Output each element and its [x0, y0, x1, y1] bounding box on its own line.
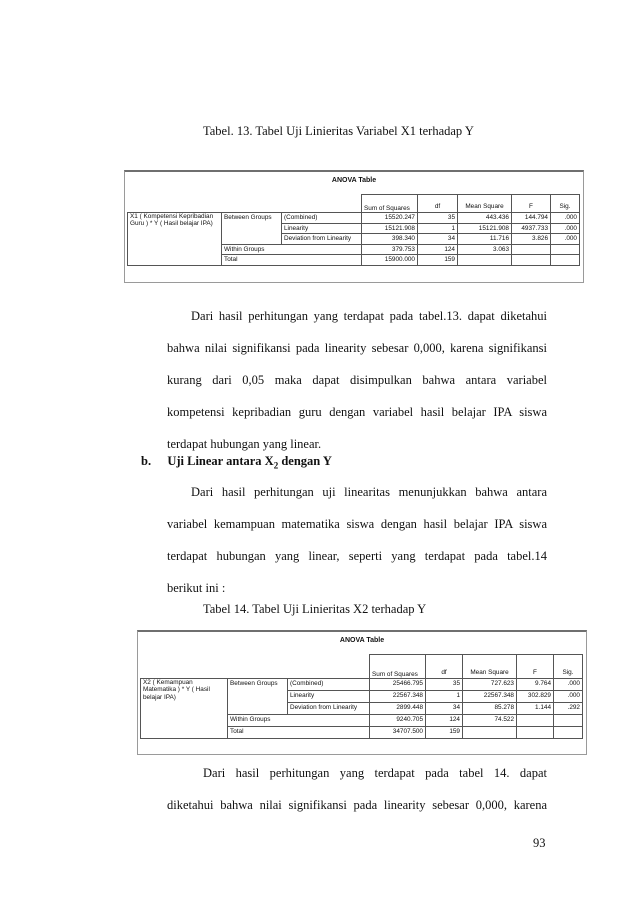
- cell-sig: .292: [554, 703, 583, 715]
- cell-df: 34: [426, 703, 463, 715]
- anova-table-14: [137, 630, 587, 755]
- cell-f: 3.826: [512, 234, 551, 245]
- cell-ss: 15121.908: [362, 223, 418, 234]
- header-f: F: [512, 195, 551, 213]
- paragraph-line: diketahui bahwa nilai signifikansi pada linearity sebesar 0,000, karena: [167, 798, 547, 812]
- cell-sig: .000: [554, 691, 583, 703]
- header-mean-square: Mean Square: [458, 195, 512, 213]
- row-label: X1 ( Kompetensi Kepribadian Guru ) * Y ( Hasil belajar IPA): [128, 213, 222, 266]
- cell-df: 124: [418, 244, 458, 255]
- cell-ss: 9240.705: [370, 715, 426, 727]
- paragraph-line: kompetensi kepribadian guru dengan variabel hasil belajar IPA siswa: [167, 405, 547, 419]
- cell-f: [517, 727, 554, 739]
- sub-label: (Combined): [282, 213, 362, 224]
- cell-df: 34: [418, 234, 458, 245]
- cell-f: [512, 244, 551, 255]
- group-total: Total: [228, 727, 370, 739]
- paragraph-line: Dari hasil perhitungan yang terdapat pada tabel 14. dapat: [203, 766, 547, 780]
- paragraph-line: berikut ini :: [167, 581, 226, 595]
- cell-f: 302.829: [517, 691, 554, 703]
- paragraph-1: [167, 300, 547, 460]
- cell-ms: [463, 727, 517, 739]
- cell-ss: 25466.795: [370, 679, 426, 691]
- cell-sig: [551, 255, 580, 266]
- paragraph-line: Dari hasil perhitungan uji linearitas menunjukkan bahwa antara: [191, 485, 547, 499]
- sub-label: Deviation from Linearity: [288, 703, 370, 715]
- header-df: df: [426, 655, 463, 679]
- cell-ss: 2899.448: [370, 703, 426, 715]
- cell-f: 144.794: [512, 213, 551, 224]
- sub-label: Deviation from Linearity: [282, 234, 362, 245]
- cell-df: 159: [426, 727, 463, 739]
- paragraph-line: terdapat hubungan yang linear, seperti yang terdapat pada tabel.14: [167, 549, 547, 563]
- heading-text: Uji Linear antara X: [167, 454, 274, 468]
- anova-table-title: ANOVA Table: [339, 637, 385, 644]
- cell-df: 1: [426, 691, 463, 703]
- page-number: 93: [533, 836, 546, 850]
- cell-ss: 15520.247: [362, 213, 418, 224]
- sub-label: Linearity: [288, 691, 370, 703]
- cell-df: 35: [418, 213, 458, 224]
- group-total: Total: [222, 255, 362, 266]
- cell-ms: 15121.908: [458, 223, 512, 234]
- group-between: Between Groups: [228, 679, 288, 715]
- cell-sig: .000: [551, 213, 580, 224]
- cell-sig: [554, 715, 583, 727]
- cell-f: [517, 715, 554, 727]
- cell-ss: 398.340: [362, 234, 418, 245]
- cell-df: 1: [418, 223, 458, 234]
- paragraph-line: Dari hasil perhitungan yang terdapat pada tabel.13. dapat diketahui: [191, 309, 547, 323]
- paragraph-line: kurang dari 0,05 maka dapat disimpulkan bahwa antara variabel: [167, 373, 547, 387]
- header-sum-of-squares: Sum of Squares: [362, 195, 418, 213]
- header-sig: Sig.: [554, 655, 583, 679]
- paragraph-2: [167, 476, 547, 604]
- group-within: Within Groups: [228, 715, 370, 727]
- anova-table-title: ANOVA Table: [331, 177, 377, 184]
- cell-df: 159: [418, 255, 458, 266]
- cell-ms: 22567.348: [463, 691, 517, 703]
- group-between: Between Groups: [222, 213, 282, 245]
- cell-ms: [458, 255, 512, 266]
- table-14-caption: Tabel 14. Tabel Uji Linieritas X2 terhadap Y: [203, 602, 427, 616]
- cell-ms: 74.522: [463, 715, 517, 727]
- cell-sig: .000: [551, 223, 580, 234]
- section-heading-b: [141, 454, 332, 471]
- header-mean-square: Mean Square: [463, 655, 517, 679]
- cell-f: 9.764: [517, 679, 554, 691]
- header-df: df: [418, 195, 458, 213]
- header-sig: Sig.: [551, 195, 580, 213]
- heading-subscript: 2: [273, 460, 279, 471]
- cell-sig: .000: [551, 234, 580, 245]
- cell-f: 1.144: [517, 703, 554, 715]
- cell-f: [512, 255, 551, 266]
- table-13-caption: Tabel. 13. Tabel Uji Linieritas Variabel X1 terhadap Y: [203, 124, 474, 138]
- cell-ms: 85.278: [463, 703, 517, 715]
- cell-ss: 379.753: [362, 244, 418, 255]
- cell-ss: 34707.500: [370, 727, 426, 739]
- cell-sig: [551, 244, 580, 255]
- anova-table-13: [124, 170, 584, 283]
- sub-label: Linearity: [282, 223, 362, 234]
- paragraph-line: bahwa nilai signifikansi pada linearity sebesar 0,000, karena signifikansi: [167, 341, 547, 355]
- cell-ms: 3.063: [458, 244, 512, 255]
- header-f: F: [517, 655, 554, 679]
- heading-marker: b.: [141, 454, 152, 468]
- cell-ms: 727.623: [463, 679, 517, 691]
- heading-text-end: dengan Y: [278, 454, 332, 468]
- header-sum-of-squares: Sum of Squares: [370, 655, 426, 679]
- cell-df: 124: [426, 715, 463, 727]
- cell-df: 35: [426, 679, 463, 691]
- row-label: X2 ( Kemampuan Matematika ) * Y ( Hasil belajar IPA): [141, 679, 228, 739]
- paragraph-line: variabel kemampuan matematika siswa dengan hasil belajar IPA siswa: [167, 517, 547, 531]
- cell-ss: 15900.000: [362, 255, 418, 266]
- paragraph-3: [167, 757, 547, 821]
- cell-sig: [554, 727, 583, 739]
- group-within: Within Groups: [222, 244, 362, 255]
- paragraph-line: terdapat hubungan yang linear.: [167, 437, 322, 451]
- cell-ss: 22567.348: [370, 691, 426, 703]
- cell-ms: 443.436: [458, 213, 512, 224]
- cell-sig: .000: [554, 679, 583, 691]
- cell-ms: 11.716: [458, 234, 512, 245]
- sub-label: (Combined): [288, 679, 370, 691]
- cell-f: 4937.733: [512, 223, 551, 234]
